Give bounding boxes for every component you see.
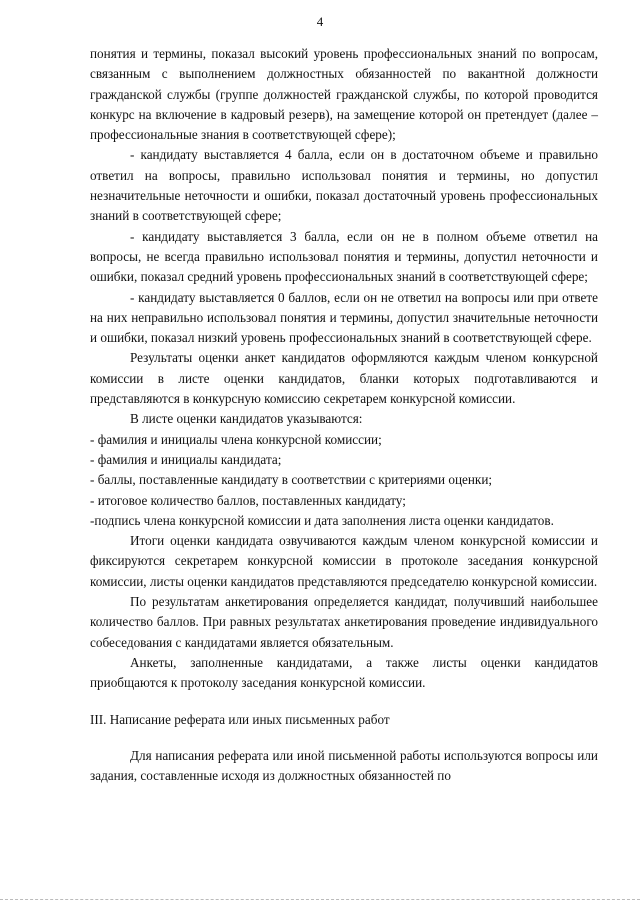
paragraph: - фамилия и инициалы члена конкурсной комиссии;: [90, 431, 382, 447]
paragraph: - кандидату выставляется 0 баллов, если он не ответил на вопросы или при ответе на них неправильно использовал понятия и термины, допустил значительные неточности и ошибки, показал низкий уровень профессиональных знаний в соответствующей сфере.: [90, 289, 598, 346]
paragraph: -подпись члена конкурсной комиссии и дата заполнения листа оценки кандидатов.: [90, 512, 554, 528]
page-bottom-edge: [0, 899, 640, 900]
paragraph: Для написания реферата или иной письменной работы используются вопросы или задания, составленные исходя из должностных обязанностей по: [90, 747, 598, 784]
paragraph: Итоги оценки кандидата озвучиваются каждым членом конкурсной комиссии и фиксируются секретарем конкурсной комиссии в протоколе заседания конкурсной комиссии, листы оценки кандидатов представляются председателю конкурсной комиссии.: [90, 533, 598, 589]
paragraph: По результатам анкетирования определяется кандидат, получивший наибольшее количество баллов. При равных результатах анкетирования проведение индивидуального собеседования с кандидатами является обязательным.: [90, 594, 598, 650]
page-content: [90, 44, 598, 786]
paragraphs-top: [90, 44, 598, 694]
paragraph: - итоговое количество баллов, поставленных кандидату;: [90, 492, 406, 508]
paragraph: Результаты оценки анкет кандидатов оформляются каждым членом конкурсной комиссии в листе оценки кандидатов, бланки которых подготавливаются и представляются в конкурсную комиссию секретарем конкурсной комиссии.: [90, 350, 598, 407]
paragraph: - фамилия и инициалы кандидата;: [90, 451, 282, 467]
paragraph: - баллы, поставленные кандидату в соответствии с критериями оценки;: [90, 472, 493, 488]
paragraph: Анкеты, заполненные кандидатами, а также листы оценки кандидатов приобщаются к протоколу заседания конкурсной комиссии.: [90, 654, 598, 691]
paragraph: - кандидату выставляется 3 балла, если он не в полном объеме ответил на вопросы, не всегда правильно использовал понятия и термины, допустил неточности и ошибки, показал средний уровень профессиональных знаний в соответствующей сфере;: [90, 228, 598, 285]
page-number: 4: [316, 14, 324, 29]
paragraph: - кандидату выставляется 4 балла, если он в достаточном объеме и правильно ответил на вопросы, правильно использовал понятия и термины, но допустил незначительные неточности и ошибки, показал достаточный уровень профессиональных знаний в соответствующей сфере;: [90, 147, 598, 224]
paragraph: В листе оценки кандидатов указываются:: [130, 411, 363, 427]
paragraphs-bottom: [90, 746, 598, 787]
paragraph: понятия и термины, показал высокий уровень профессиональных знаний по вопросам, связанным с выполнением должностных обязанностей по вакантной должности гражданской службы (группе должностей гражданской службы, по которой проводится конкурс на включение в кадровый резерв), на замещение которой он претендует (далее – профессиональные знания в соответствующей сфере);: [90, 46, 598, 143]
section-heading: III. Написание реферата или иных письменных работ: [90, 711, 390, 727]
